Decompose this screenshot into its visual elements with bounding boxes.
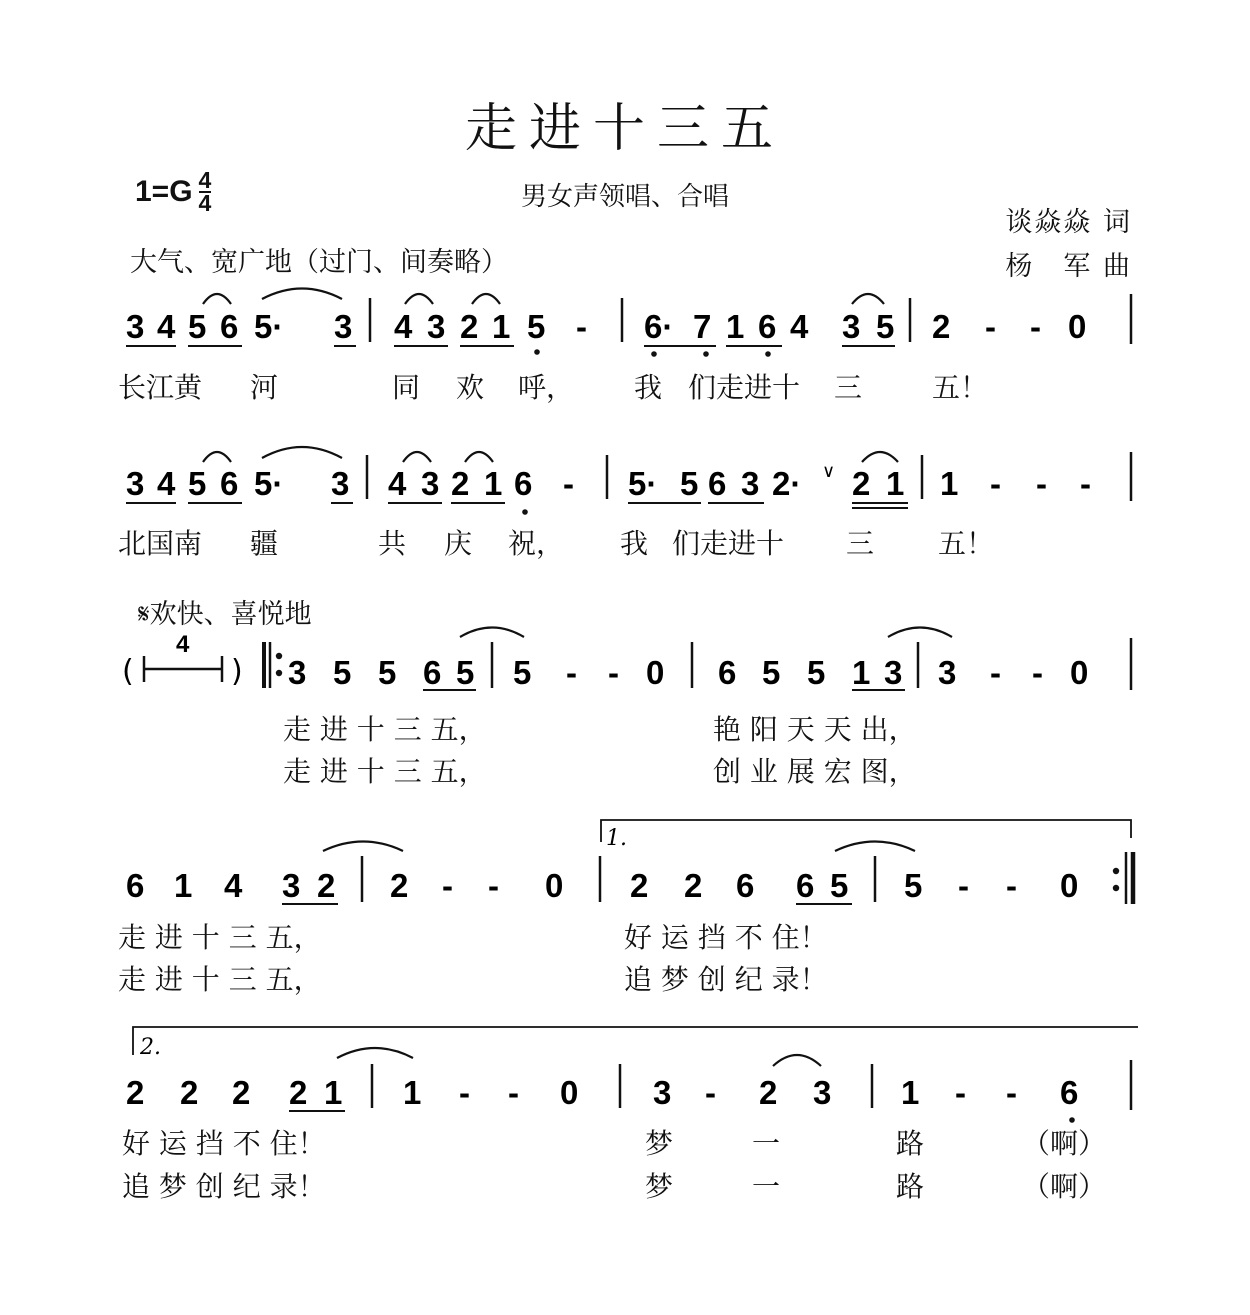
note: 4 xyxy=(224,867,243,904)
note: 1 xyxy=(886,465,905,502)
dash-note: - xyxy=(1080,465,1091,502)
note: 6 xyxy=(423,654,442,691)
time-signature-bottom: 4 xyxy=(198,190,212,216)
lyric-syllables: 庆 xyxy=(444,527,473,560)
note: 2 xyxy=(460,308,479,345)
note: 2 xyxy=(180,1074,199,1111)
note: 1 xyxy=(174,867,193,904)
note: 1 xyxy=(403,1074,422,1111)
lyric-syllables: 们走进十 xyxy=(672,527,785,560)
lyric-syllables: 走 进 十 三 五， xyxy=(118,921,322,954)
lyric-syllables: （啊） xyxy=(1022,1170,1107,1203)
lyric-syllables: 路 xyxy=(896,1170,925,1203)
intro-open-paren: ( xyxy=(122,654,134,689)
note: 4 xyxy=(157,308,176,345)
note: 1 xyxy=(492,308,511,345)
note: 2 xyxy=(289,1074,308,1111)
tempo-marking-chorus-text: 欢快、喜悦地 xyxy=(149,599,312,630)
lyric-syllables: 北国南 xyxy=(118,527,203,560)
lyric-syllables: 疆 xyxy=(250,527,279,560)
dash-note: - xyxy=(958,867,969,904)
lyric-syllables: 好 运 挡 不 住！ xyxy=(624,921,828,954)
lyric-syllables: 祝， xyxy=(508,527,565,560)
note: 2 xyxy=(684,867,703,904)
dash-note: - xyxy=(508,1074,519,1111)
note: 6 xyxy=(708,465,727,502)
dash-note: - xyxy=(442,867,453,904)
lyric-syllables: 我 xyxy=(620,527,649,560)
dash-note: - xyxy=(985,308,996,345)
note: 1 xyxy=(484,465,503,502)
note: 5 xyxy=(188,308,207,345)
note: 3 xyxy=(884,654,903,691)
note: 0 xyxy=(545,867,564,904)
lyric-syllables: 们走进十 xyxy=(688,371,801,404)
song-title: 走进十三五 xyxy=(464,99,785,159)
lyricist-credit: 谈焱焱 词 xyxy=(1005,207,1132,238)
note: 5 xyxy=(904,867,923,904)
note: 2 xyxy=(630,867,649,904)
note: 6 xyxy=(220,308,239,345)
lyric-syllables: 我 xyxy=(634,371,663,404)
note: 3 xyxy=(741,465,760,502)
lyric-syllables: 五！ xyxy=(932,371,989,404)
dash-note: - xyxy=(566,654,577,691)
note: 3 xyxy=(288,654,307,691)
lyric-syllables: 河 xyxy=(250,371,279,404)
key-tonic: 1=G xyxy=(135,175,193,208)
note: 3 xyxy=(282,867,301,904)
lyric-syllables: 三 xyxy=(834,371,863,404)
note: 5 xyxy=(333,654,352,691)
lyric-syllables: 追 梦 创 纪 录！ xyxy=(122,1170,326,1203)
dash-note: - xyxy=(1032,654,1043,691)
dash-note: - xyxy=(1030,308,1041,345)
note: 3 xyxy=(842,308,861,345)
intro-rest-count: 4 xyxy=(176,631,190,658)
note: 3 xyxy=(126,308,145,345)
lyric-syllables: 三 xyxy=(846,527,875,560)
lyric-syllables: 欢 xyxy=(456,371,485,404)
lyric-syllables: 艳 阳 天 天 出， xyxy=(713,713,917,746)
note: 3 xyxy=(334,308,353,345)
note: 7 xyxy=(693,308,712,345)
note: 4 xyxy=(157,465,176,502)
note: 4 xyxy=(394,308,413,345)
note: 1 xyxy=(324,1074,343,1111)
dash-note: - xyxy=(488,867,499,904)
note: 6 xyxy=(1060,1074,1079,1111)
note: 0 xyxy=(646,654,665,691)
volta-2-label: 2. xyxy=(140,1035,161,1060)
lyric-syllables: 走 进 十 三 五， xyxy=(283,713,487,746)
note: 6 xyxy=(796,867,815,904)
note: 4 xyxy=(388,465,407,502)
lyric-syllables: 好 运 挡 不 住！ xyxy=(122,1127,326,1160)
note: 2 xyxy=(317,867,336,904)
dash-note: - xyxy=(576,308,587,345)
note: 3 xyxy=(126,465,145,502)
lyric-syllables: （啊） xyxy=(1022,1127,1107,1160)
note: 1 xyxy=(901,1074,920,1111)
note: 5· xyxy=(254,465,284,502)
lyric-syllables: 一 xyxy=(752,1170,781,1203)
lyric-syllables: 梦 xyxy=(645,1170,674,1203)
note: 5 xyxy=(378,654,397,691)
note: 1 xyxy=(940,465,959,502)
lyric-syllables: 一 xyxy=(752,1127,781,1160)
note: 3 xyxy=(653,1074,672,1111)
note: 2 xyxy=(759,1074,778,1111)
note: 6 xyxy=(220,465,239,502)
note: 3 xyxy=(813,1074,832,1111)
note: 5 xyxy=(830,867,849,904)
note: 0 xyxy=(560,1074,579,1111)
dash-note: - xyxy=(1036,465,1047,502)
dash-note: - xyxy=(563,465,574,502)
note: 0 xyxy=(1068,308,1087,345)
note: 5 xyxy=(762,654,781,691)
note: 2 xyxy=(390,867,409,904)
note: 3 xyxy=(938,654,957,691)
note: 5 xyxy=(680,465,699,502)
dash-note: - xyxy=(1006,1074,1017,1111)
lyric-syllables: 走 进 十 三 五， xyxy=(283,755,487,788)
lyric-syllables: 呼， xyxy=(518,371,575,404)
note: 2 xyxy=(451,465,470,502)
note: 5 xyxy=(513,654,532,691)
note: 6 xyxy=(126,867,145,904)
dash-note: - xyxy=(608,654,619,691)
note: 0 xyxy=(1070,654,1089,691)
lyric-syllables: 长江黄 xyxy=(118,371,203,404)
dash-note: - xyxy=(990,654,1001,691)
note: 6 xyxy=(758,308,777,345)
note: 5 xyxy=(456,654,475,691)
lyric-syllables: 共 xyxy=(378,527,407,560)
note: 5 xyxy=(807,654,826,691)
time-signature-top: 4 xyxy=(198,167,212,193)
note: 0 xyxy=(1060,867,1079,904)
note: 2 xyxy=(852,465,871,502)
tempo-marking-intro: 大气、宽广地（过门、间奏略） xyxy=(130,247,508,278)
intro-close-paren: ) xyxy=(231,654,243,689)
lyric-syllables: 五！ xyxy=(938,527,995,560)
dash-note: - xyxy=(459,1074,470,1111)
dash-note: - xyxy=(1006,867,1017,904)
note: 2 xyxy=(932,308,951,345)
lyric-syllables: 同 xyxy=(392,371,421,404)
note: 5· xyxy=(254,308,284,345)
note: 1 xyxy=(726,308,745,345)
dash-note: - xyxy=(955,1074,966,1111)
lyric-syllables: 路 xyxy=(896,1127,925,1160)
note: 6 xyxy=(514,465,533,502)
volta-1-label: 1. xyxy=(606,826,627,851)
note: 5· xyxy=(628,465,658,502)
note: 2 xyxy=(232,1074,251,1111)
note: 4 xyxy=(790,308,809,345)
note: 5 xyxy=(188,465,207,502)
segno-icon: 𝄋 xyxy=(138,599,150,630)
composer-credit: 杨 军 曲 xyxy=(1005,251,1132,282)
note: 5 xyxy=(527,308,546,345)
note: 3 xyxy=(427,308,446,345)
performance-note: 男女声领唱、合唱 xyxy=(520,182,729,212)
note: 3 xyxy=(421,465,440,502)
note: 6· xyxy=(644,308,674,345)
breath-mark: ∨ xyxy=(822,461,836,482)
lyric-syllables: 梦 xyxy=(645,1127,674,1160)
note: 6 xyxy=(736,867,755,904)
dash-note: - xyxy=(990,465,1001,502)
intro-rest-bar xyxy=(144,656,222,682)
lyric-syllables: 创 业 展 宏 图， xyxy=(713,755,917,788)
note: 2 xyxy=(126,1074,145,1111)
dash-note: - xyxy=(705,1074,716,1111)
note: 1 xyxy=(852,654,871,691)
note: 3 xyxy=(331,465,350,502)
lyric-syllables: 走 进 十 三 五， xyxy=(118,963,322,996)
note: 6 xyxy=(718,654,737,691)
note: 5 xyxy=(876,308,895,345)
lyric-syllables: 追 梦 创 纪 录！ xyxy=(624,963,828,996)
note: 2· xyxy=(772,465,802,502)
